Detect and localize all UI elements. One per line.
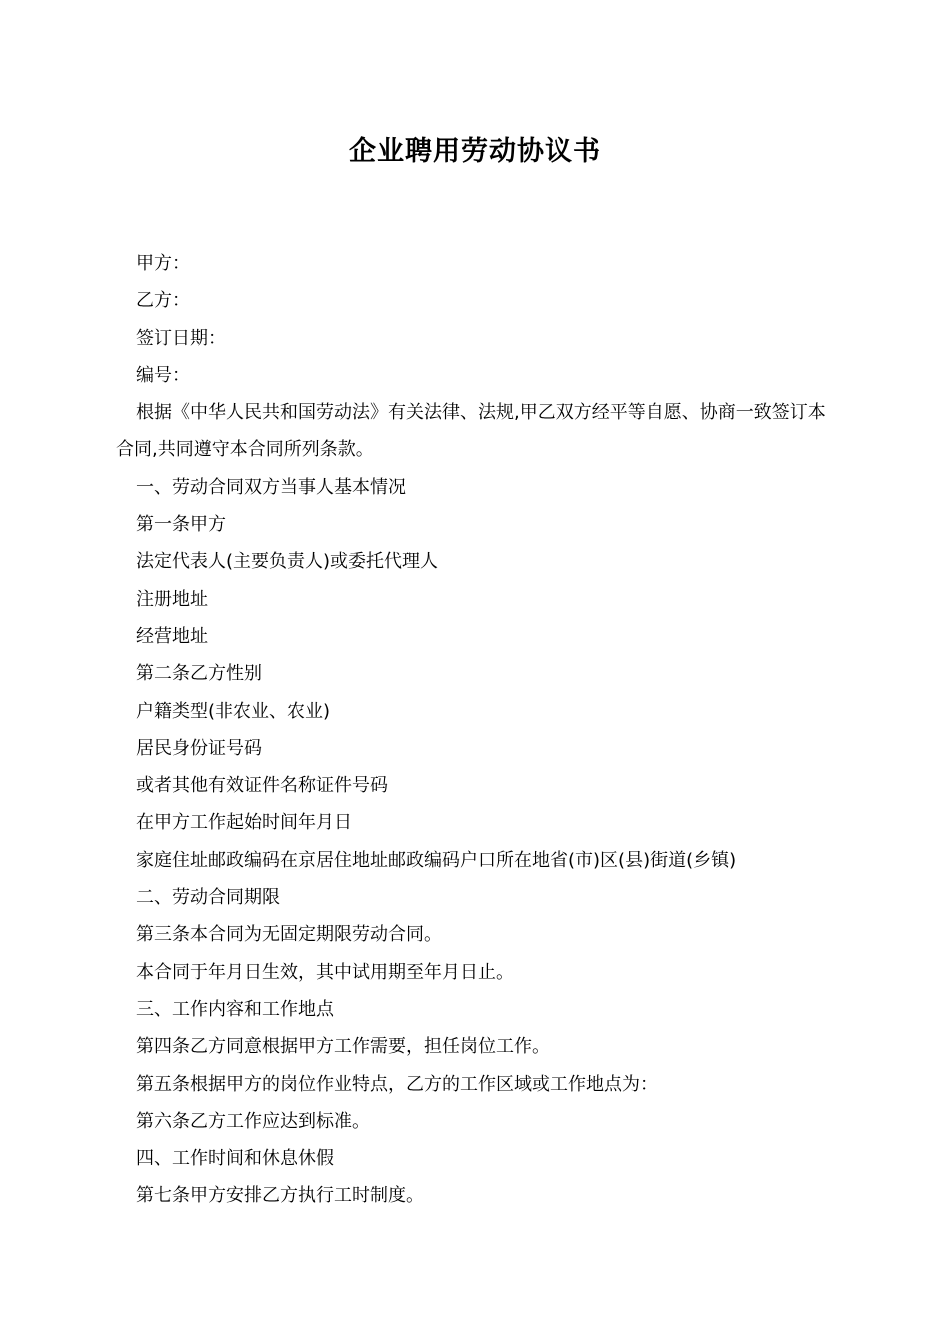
document-title: 企业聘用劳动协议书 (349, 136, 601, 167)
paragraph-signing-date: 签订日期： (136, 327, 226, 349)
article-1: 第一条甲方 (136, 514, 226, 536)
paragraph-start-date: 在甲方工作起始时间年月日 (136, 812, 352, 834)
paragraph-number: 编号： (136, 364, 190, 386)
paragraph-legal-representative: 法定代表人(主要负责人)或委托代理人 (136, 551, 439, 573)
article-6: 第六条乙方工作应达到标准。 (136, 1110, 370, 1132)
paragraph-household-type: 户籍类型(非农业、农业) (136, 700, 331, 722)
section-heading-2: 二、劳动合同期限 (136, 887, 280, 909)
paragraph-other-id: 或者其他有效证件名称证件号码 (136, 775, 388, 797)
paragraph-effective-date: 本合同于年月日生效，其中试用期至年月日止。 (136, 961, 514, 983)
article-2: 第二条乙方性别 (136, 663, 262, 685)
section-heading-3: 三、工作内容和工作地点 (136, 998, 334, 1020)
paragraph-party-a: 甲方： (136, 253, 190, 274)
paragraph-preamble: 根据《中华人民共和国劳动法》有关法律、法规,甲乙双方经平等自愿、协商一致签订本合同,共同遵守本合同所列条款。 (116, 402, 826, 461)
paragraph-party-b: 乙方： (136, 290, 190, 312)
article-5: 第五条根据甲方的岗位作业特点，乙方的工作区域或工作地点为： (136, 1073, 658, 1095)
paragraph-id-number: 居民身份证号码 (136, 737, 262, 759)
section-heading-4: 四、工作时间和休息休假 (136, 1148, 334, 1170)
paragraph-registered-address: 注册地址 (136, 588, 208, 610)
section-heading-1: 一、劳动合同双方当事人基本情况 (136, 476, 406, 498)
article-4: 第四条乙方同意根据甲方工作需要，担任岗位工作。 (136, 1036, 550, 1058)
document-body (116, 245, 840, 1215)
article-3: 第三条本合同为无固定期限劳动合同。 (136, 924, 442, 946)
paragraph-business-address: 经营地址 (136, 625, 208, 647)
article-7: 第七条甲方安排乙方执行工时制度。 (136, 1185, 424, 1207)
paragraph-home-address: 家庭住址邮政编码在京居住地址邮政编码户口所在地省(市)区(县)街道(乡镇) (136, 849, 737, 871)
